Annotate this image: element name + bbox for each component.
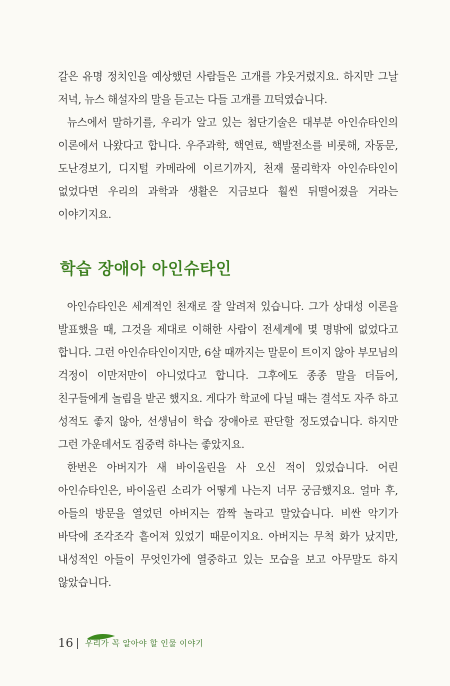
paragraph: 아인슈타인은 세계적인 천재로 잘 알려져 있습니다. 그가 상대성 이론을 발표했을 때, 그것을 제대로 이해한 사람이 전세계에 몇 명밖에 없었다고 합니다. 그런 아인슈타인이지만, 6살 때까지는 말문이 트이지 않아 부모님의 걱정이 이만저만이 아니었다고 합니다. 그후에도 종종 말을 더듬어, 친구들에게 놀림을 받곤 했지요. 게다가 학교에 다닐 때는 결석도 자주 하고 성적도 좋지 않아, 선생님이 학습 장애아로 판단할 정도였습니다. 하지만 그런 가운데서도 집중력 하나는 좋았지요.	[58, 301, 398, 451]
section-heading: 학습 장애아 아인슈타인	[60, 259, 232, 278]
footer-divider	[77, 638, 78, 649]
paragraph: 갈은 유명 정치인을 예상했던 사람들은 고개를 갸웃거렸지요. 하지만 그날 저녁, 뉴스 해설자의 말을 듣고는 다들 고개를 끄덕였습니다.	[58, 71, 398, 106]
page-number: 16	[58, 636, 74, 650]
page-footer	[58, 632, 258, 656]
main-text-block	[58, 296, 398, 595]
paragraph: 뉴스에서 말하기를, 우리가 알고 있는 첨단기술은 대부분 아인슈타인의 이론에서 나왔다고 합니다. 우주과학, 핵연료, 핵발전소를 비롯해, 자동문, 도난경보기, 디지털 카메라에 이르기까지, 천재 물리학자 아인슈타인이 없었다면 우리의 과학과 생활은 지금보다 훨씬 뒤떨어졌을 거라는 이야기지요.	[58, 117, 398, 221]
paragraph: 한번은 아버지가 새 바이올린을 사 오신 적이 있었습니다. 어린 아인슈타인은, 바이올린 소리가 어떻게 나는지 너무 궁금했지요. 얼마 후, 아들의 방문을 열었던 아버지는 깜짝 놀라고 말았습니다. 비싼 악기가 바닥에 조각조각 흩어져 있었기 때문이지요. 아버지는 무척 화가 났지만, 내성적인 아들이 무엇인가에 열중하고 있는 모습을 보고 아무말도 하지 않았습니다.	[58, 462, 398, 589]
book-title: 우리가 꼭 알아야 할 인물 이야기	[85, 639, 204, 648]
opening-text-block	[58, 66, 398, 227]
